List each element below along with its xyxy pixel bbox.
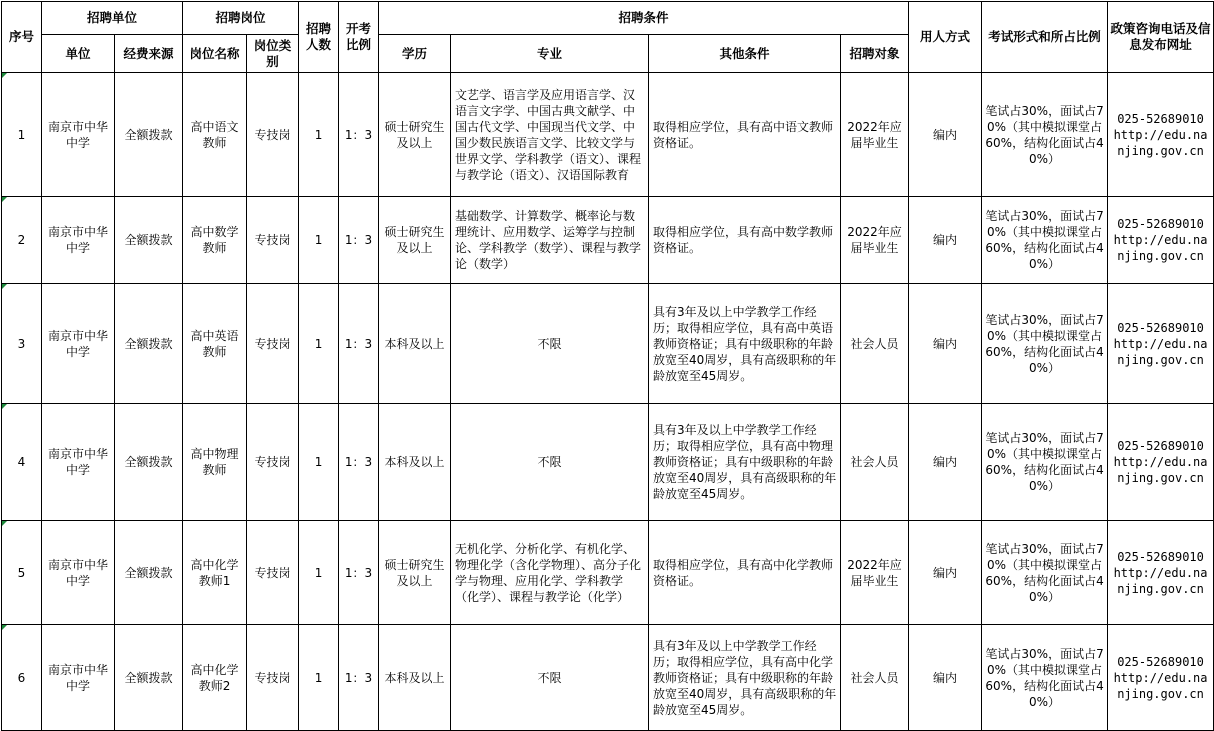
table-row [2,625,1214,731]
header-funding: 经费来源 [115,35,183,73]
cell-target: 2022年应届毕业生 [841,521,909,625]
cell-exam: 笔试占30%，面试占70%（其中模拟课堂占60%，结构化面试占40%） [982,521,1108,625]
cell-seq [2,521,42,625]
cell-other: 取得相应学位，具有高中数学教师资格证。 [649,197,841,284]
cell-post-type: 专技岗 [247,197,299,284]
cell-contact: 025-52689010 http://edu.nanjing.gov.cn [1108,197,1214,284]
cell-funding: 全额拨款 [115,521,183,625]
cell-seq [2,73,42,197]
cell-other: 具有3年及以上中学教学工作经历；取得相应学位，具有高中物理教师资格证；具有中级职称的年龄放宽至40周岁，具有高级职称的年龄放宽至45周岁。 [649,404,841,521]
cell-count: 1 [299,284,339,404]
cell-contact: 025-52689010 http://edu.nanjing.gov.cn [1108,404,1214,521]
table-row [2,521,1214,625]
header-unit: 单位 [42,35,115,73]
cell-funding: 全额拨款 [115,284,183,404]
cell-post-type: 专技岗 [247,625,299,731]
cell-marker [2,521,7,526]
cell-edu: 硕士研究生及以上 [379,73,451,197]
cell-funding: 全额拨款 [115,197,183,284]
header-post-type: 岗位类别 [247,35,299,73]
seq-value: 2 [17,233,26,247]
cell-count: 1 [299,625,339,731]
recruitment-table [1,1,1214,731]
header-employment: 用人方式 [909,2,982,73]
cell-target: 社会人员 [841,284,909,404]
cell-unit: 南京市中华中学 [42,521,115,625]
cell-exam: 笔试占30%，面试占70%（其中模拟课堂占60%，结构化面试占40%） [982,625,1108,731]
header-conditions-group: 招聘条件 [379,2,909,35]
cell-count: 1 [299,197,339,284]
cell-count: 1 [299,521,339,625]
cell-post-name: 高中数学教师 [183,197,247,284]
header-major: 专业 [451,35,649,73]
cell-unit: 南京市中华中学 [42,284,115,404]
cell-seq [2,197,42,284]
cell-post-name: 高中物理教师 [183,404,247,521]
cell-edu: 硕士研究生及以上 [379,521,451,625]
header-target: 招聘对象 [841,35,909,73]
cell-contact: 025-52689010 http://edu.nanjing.gov.cn [1108,521,1214,625]
cell-major: 基础数学、计算数学、概率论与数理统计、应用数学、运筹学与控制论、学科教学（数学）、课程与教学论（数学） [451,197,649,284]
table-row [2,404,1214,521]
cell-contact: 025-52689010 http://edu.nanjing.gov.cn [1108,625,1214,731]
cell-unit: 南京市中华中学 [42,404,115,521]
header-post-name: 岗位名称 [183,35,247,73]
cell-unit: 南京市中华中学 [42,197,115,284]
cell-seq [2,284,42,404]
table-row [2,197,1214,284]
cell-target: 2022年应届毕业生 [841,73,909,197]
cell-post-name: 高中化学教师2 [183,625,247,731]
header-other: 其他条件 [649,35,841,73]
header-row-1 [2,2,1214,35]
cell-other: 具有3年及以上中学教学工作经历；取得相应学位，具有高中英语教师资格证；具有中级职称的年龄放宽至40周岁，具有高级职称的年龄放宽至45周岁。 [649,284,841,404]
cell-major: 无机化学、分析化学、有机化学、物理化学（含化学物理）、高分子化学与物理、应用化学、学科教学（化学）、课程与教学论（化学） [451,521,649,625]
cell-major: 文艺学、语言学及应用语言学、汉语言文字学、中国古典文献学、中国古代文学、中国现当代文学、中国少数民族语言文学、比较文学与世界文学、学科教学（语文）、课程与教学论（语文）、汉语国际教育 [451,73,649,197]
cell-employment: 编内 [909,625,982,731]
cell-funding: 全额拨款 [115,625,183,731]
header-exam: 考试形式和所占比例 [982,2,1108,73]
cell-target: 社会人员 [841,404,909,521]
cell-edu: 本科及以上 [379,404,451,521]
seq-value: 3 [17,336,26,351]
cell-exam: 笔试占30%，面试占70%（其中模拟课堂占60%，结构化面试占40%） [982,73,1108,197]
cell-target: 社会人员 [841,625,909,731]
cell-target: 2022年应届毕业生 [841,197,909,284]
seq-value: 1 [17,127,26,142]
cell-ratio: 1：3 [339,521,379,625]
cell-employment: 编内 [909,73,982,197]
seq-value: 6 [17,670,26,685]
table-row [2,73,1214,197]
cell-unit: 南京市中华中学 [42,625,115,731]
cell-major: 不限 [451,404,649,521]
cell-ratio: 1：3 [339,404,379,521]
cell-post-name: 高中化学教师1 [183,521,247,625]
cell-post-name: 高中英语教师 [183,284,247,404]
cell-employment: 编内 [909,197,982,284]
cell-exam: 笔试占30%，面试占70%（其中模拟课堂占60%，结构化面试占40%） [982,197,1108,284]
cell-ratio: 1：3 [339,197,379,284]
cell-marker [2,73,7,78]
header-contact: 政策咨询电话及信息发布网址 [1108,2,1214,73]
cell-employment: 编内 [909,404,982,521]
cell-employment: 编内 [909,521,982,625]
cell-seq [2,404,42,521]
header-seq: 序号 [2,2,42,73]
table-row [2,284,1214,404]
cell-other: 取得相应学位，具有高中化学教师资格证。 [649,521,841,625]
cell-exam: 笔试占30%，面试占70%（其中模拟课堂占60%，结构化面试占40%） [982,404,1108,521]
cell-contact: 025-52689010 http://edu.nanjing.gov.cn [1108,73,1214,197]
cell-post-type: 专技岗 [247,284,299,404]
cell-post-type: 专技岗 [247,404,299,521]
cell-exam: 笔试占30%，面试占70%（其中模拟课堂占60%，结构化面试占40%） [982,284,1108,404]
cell-edu: 硕士研究生及以上 [379,197,451,284]
cell-marker [2,404,7,409]
cell-ratio: 1：3 [339,73,379,197]
cell-major: 不限 [451,284,649,404]
cell-edu: 本科及以上 [379,625,451,731]
cell-contact: 025-52689010 http://edu.nanjing.gov.cn [1108,284,1214,404]
cell-employment: 编内 [909,284,982,404]
header-ratio: 开考比例 [339,2,379,73]
seq-value: 4 [17,455,26,469]
cell-seq [2,625,42,731]
cell-other: 具有3年及以上中学教学工作经历；取得相应学位，具有高中化学教师资格证；具有中级职称的年龄放宽至40周岁，具有高级职称的年龄放宽至45周岁。 [649,625,841,731]
cell-major: 不限 [451,625,649,731]
seq-value: 5 [17,565,26,580]
cell-post-type: 专技岗 [247,73,299,197]
cell-marker [2,197,7,202]
cell-count: 1 [299,73,339,197]
cell-edu: 本科及以上 [379,284,451,404]
cell-ratio: 1：3 [339,625,379,731]
header-count: 招聘人数 [299,2,339,73]
header-edu: 学历 [379,35,451,73]
cell-ratio: 1：3 [339,284,379,404]
header-unit-group: 招聘单位 [42,2,183,35]
cell-other: 取得相应学位，具有高中语文教师资格证。 [649,73,841,197]
cell-funding: 全额拨款 [115,404,183,521]
cell-post-type: 专技岗 [247,521,299,625]
header-post-group: 招聘岗位 [183,2,299,35]
cell-marker [2,625,7,630]
cell-unit: 南京市中华中学 [42,73,115,197]
cell-marker [2,284,7,289]
cell-count: 1 [299,404,339,521]
cell-post-name: 高中语文教师 [183,73,247,197]
cell-funding: 全额拨款 [115,73,183,197]
